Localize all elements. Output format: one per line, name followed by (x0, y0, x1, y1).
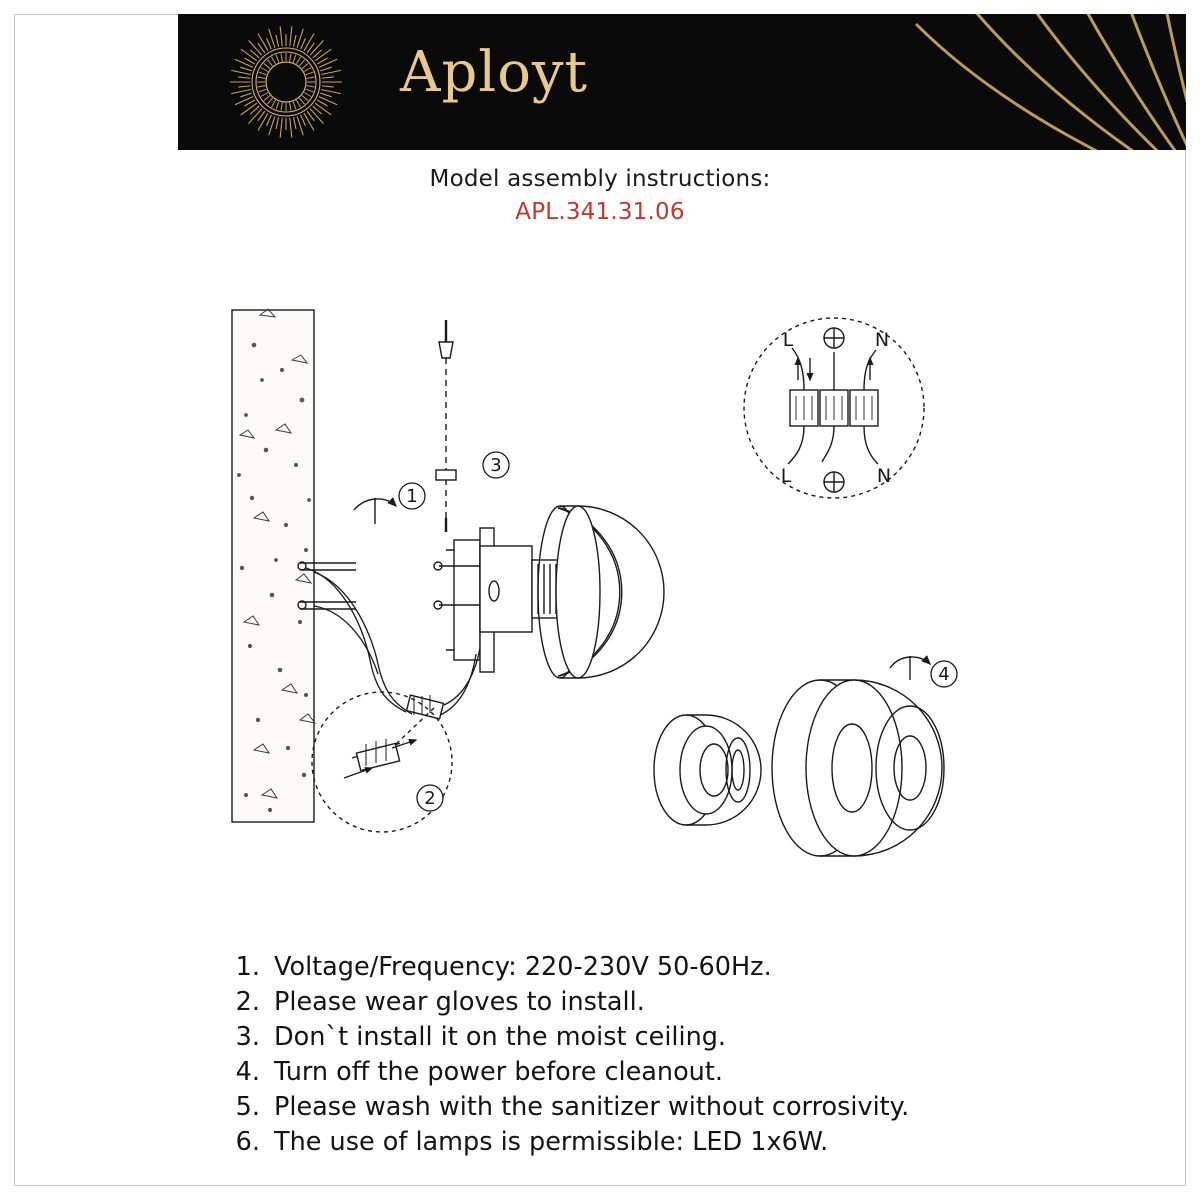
step-callout-4 (931, 661, 957, 687)
wiring-label-L-top: L (782, 329, 794, 351)
note-item (232, 1090, 1092, 1125)
note-text: Voltage/Frequency: 220-230V 50-60Hz. (274, 952, 772, 982)
step-callout-3 (483, 452, 509, 478)
note-item (232, 985, 1092, 1020)
note-item (232, 1020, 1092, 1055)
gold-rays-decoration-icon (756, 14, 1186, 150)
note-text: Turn off the power before cleanout. (274, 1057, 723, 1087)
brand-name: Aployt (400, 40, 589, 105)
note-item (232, 1125, 1092, 1160)
concrete-wall (232, 309, 315, 822)
note-item (232, 1055, 1092, 1090)
note-number: 3. (235, 1022, 260, 1052)
note-text: Don`t install it on the moist ceiling. (274, 1022, 727, 1052)
note-number: 2. (235, 987, 260, 1017)
wiring-label-N-bottom: N (876, 465, 892, 487)
note-number: 1. (235, 952, 260, 982)
note-number: 6. (235, 1127, 260, 1157)
wiring-label-L-bottom: L (780, 465, 792, 487)
svg-text:3: 3 (490, 455, 502, 476)
note-number: 4. (235, 1057, 260, 1087)
note-text: Please wear gloves to install. (274, 987, 645, 1017)
note-number: 5. (235, 1092, 260, 1122)
svg-text:4: 4 (938, 664, 950, 685)
top-screw (436, 320, 456, 532)
sunburst-logo-icon (228, 24, 344, 140)
step-callout-2 (417, 785, 443, 811)
assembly-diagram (14, 250, 1186, 900)
wiring-label-N-top: N (874, 329, 890, 351)
instruction-notes-list (232, 950, 1092, 1160)
note-text: Please wash with the sanitizer without corrosivity. (274, 1092, 910, 1122)
step-1-rotation-arrow (354, 498, 396, 524)
note-text: The use of lamps is permissible: LED 1x6W. (274, 1127, 829, 1157)
svg-text:1: 1 (406, 486, 418, 507)
page-title (0, 166, 1200, 225)
exploded-lamp-parts (654, 680, 944, 856)
step-4-rotation-arrow (890, 656, 930, 680)
brand-header (178, 14, 1186, 150)
step-callout-1 (399, 483, 425, 509)
model-code: APL.341.31.06 (515, 199, 685, 225)
title-main: Model assembly instructions: (429, 166, 771, 192)
note-item (232, 950, 1092, 985)
terminal-block-detail (744, 318, 924, 498)
round-lamp-body (538, 506, 664, 678)
svg-text:2: 2 (424, 788, 436, 809)
